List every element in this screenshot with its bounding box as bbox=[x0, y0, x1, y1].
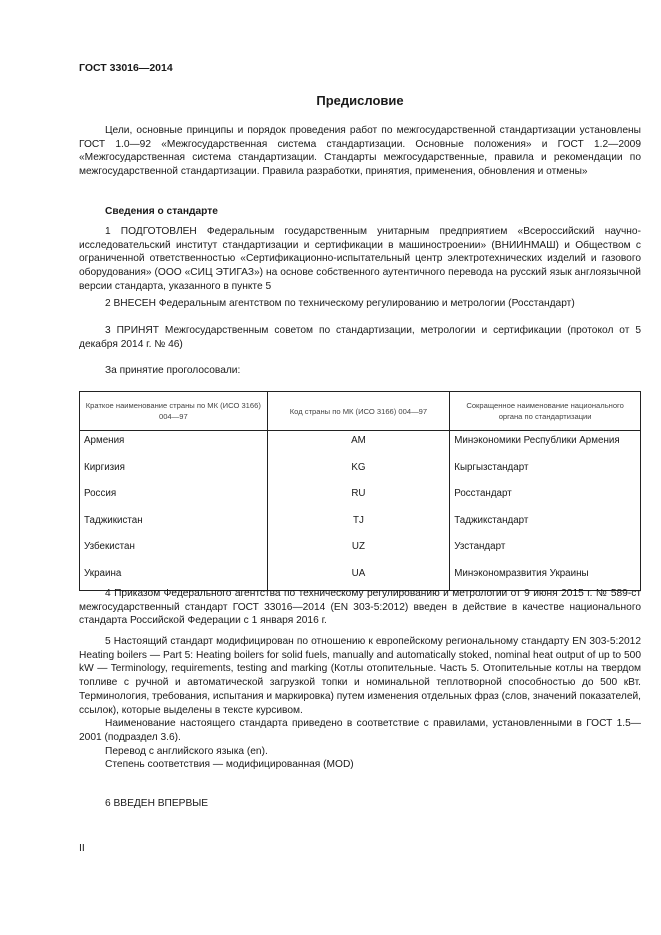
cell-country: Украина bbox=[80, 565, 268, 591]
cell-code: RU bbox=[267, 485, 450, 512]
item-1-text: 1 ПОДГОТОВЛЕН Федеральным государственным унитарным предприятием «Всероссийский научно-исследовательский институт стандартизации и сертификации в машиностроении» (ВНИИНМАШ) и Обществом с ограниченной ответственностью «Сертификационно-испытательный центр электротехнических изделий и газового оборудования» (ООО «СИЦ ЭТИГАЗ») на основе собственного аутентичного перевода на русский язык англоязычной версии стандарта, указанного в пункте 5 bbox=[79, 226, 641, 292]
item-6-text: 6 ВВЕДЕН ВПЕРВЫЕ bbox=[105, 798, 209, 809]
cell-country: Россия bbox=[80, 485, 268, 512]
table-row bbox=[80, 485, 641, 512]
item-1-paragraph bbox=[79, 225, 641, 294]
table-row bbox=[80, 538, 641, 565]
cell-body: Минэкономики Республики Армения bbox=[450, 431, 641, 459]
item-6-paragraph bbox=[79, 797, 641, 811]
cell-body: Росстандарт bbox=[450, 485, 641, 512]
header-code: Код страны по МК (ИСО 3166) 004—97 bbox=[267, 392, 450, 431]
cell-country: Киргизия bbox=[80, 459, 268, 486]
table-row bbox=[80, 459, 641, 486]
item-5-naming-text: Наименование настоящего стандарта приведено в соответствие с правилами, установленными в ГОСТ 1.5—2001 (подраздел 3.6). bbox=[79, 718, 641, 743]
item-2-paragraph bbox=[79, 297, 641, 311]
item-5-conformity-text: Степень соответствия — модифицированная (MOD) bbox=[105, 759, 354, 771]
cell-body: Узстандарт bbox=[450, 538, 641, 565]
cell-code: AM bbox=[267, 431, 450, 459]
item-5-translation-text: Перевод с английского языка (en). bbox=[105, 745, 268, 757]
item-3-paragraph bbox=[79, 324, 641, 351]
item-2-text: 2 ВНЕСЕН Федеральным агентством по техническому регулированию и метрологии (Росстандарт) bbox=[105, 298, 575, 309]
voted-paragraph bbox=[79, 364, 641, 378]
cell-body: Кыргызстандарт bbox=[450, 459, 641, 486]
item-5-paragraph bbox=[79, 635, 641, 772]
intro-text: Цели, основные принципы и порядок проведения работ по межгосударственной стандартизации установлены ГОСТ 1.0—92 «Межгосударственная система стандартизации. Основные положения» и ГОСТ 1.2—2009 «Межгосударственная система стандартизации. Стандарты межгосударственные, правила и рекомендации по межгосударственной стандартизации. Правила разработки, принятия, применения, обновления и отмены» bbox=[79, 125, 641, 178]
cell-country: Узбекистан bbox=[80, 538, 268, 565]
cell-code: TJ bbox=[267, 512, 450, 539]
voting-countries-table bbox=[79, 391, 641, 591]
voted-text: За принятие проголосовали: bbox=[105, 365, 241, 376]
cell-country: Армения bbox=[80, 431, 268, 459]
cell-body: Таджикстандарт bbox=[450, 512, 641, 539]
section-heading: Сведения о стандарте bbox=[105, 206, 218, 217]
table-header-row bbox=[80, 392, 641, 431]
cell-code: KG bbox=[267, 459, 450, 486]
document-header-id: ГОСТ 33016—2014 bbox=[79, 62, 173, 74]
header-country: Краткое наименование страны по МК (ИСО 3166) 004—97 bbox=[80, 392, 268, 431]
item-5-text: 5 Настоящий стандарт модифицирован по отношению к европейскому региональному стандарту EN 303-5:2012 Heating boilers — Part 5: Heating boilers for solid fuels, manually and automatically stoked, nominal heat output of up to 500 kW — Terminology, requirements, testing and marking (Котлы отопительные. Часть 5. Отопительные котлы на твердом топливе с ручной и автоматической загрузкой топки и номинальной теплотворной способностью до 500 кВт. Терминология, требования, испытания и маркировка) путем изменения отдельных фраз (слов, значений показателей, ссылок), которые выделены в тексте курсивом. bbox=[79, 636, 642, 716]
item-3-text: 3 ПРИНЯТ Межгосударственным советом по стандартизации, метрологии и сертификации (протокол от 5 декабря 2014 г. № 46) bbox=[79, 325, 641, 350]
item-4-text: 4 Приказом Федерального агентства по техническому регулированию и метрологии от 9 июня 2015 г. № 589-ст межгосударственный стандарт ГОСТ 33016—2014 (EN 303-5:2012) введен в действие в качестве национального стандарта Российской Федерации с 1 января 2016 г. bbox=[79, 588, 641, 627]
table-row bbox=[80, 431, 641, 459]
intro-paragraph bbox=[79, 124, 641, 179]
page-number: II bbox=[79, 842, 85, 854]
cell-country: Таджикистан bbox=[80, 512, 268, 539]
page-title: Предисловие bbox=[316, 93, 404, 108]
cell-code: UZ bbox=[267, 538, 450, 565]
table-row bbox=[80, 512, 641, 539]
item-4-paragraph bbox=[79, 587, 641, 628]
cell-body: Минэкономразвития Украины bbox=[450, 565, 641, 591]
header-body: Сокращенное наименование национального органа по стандартизации bbox=[450, 392, 641, 431]
cell-code: UA bbox=[267, 565, 450, 591]
